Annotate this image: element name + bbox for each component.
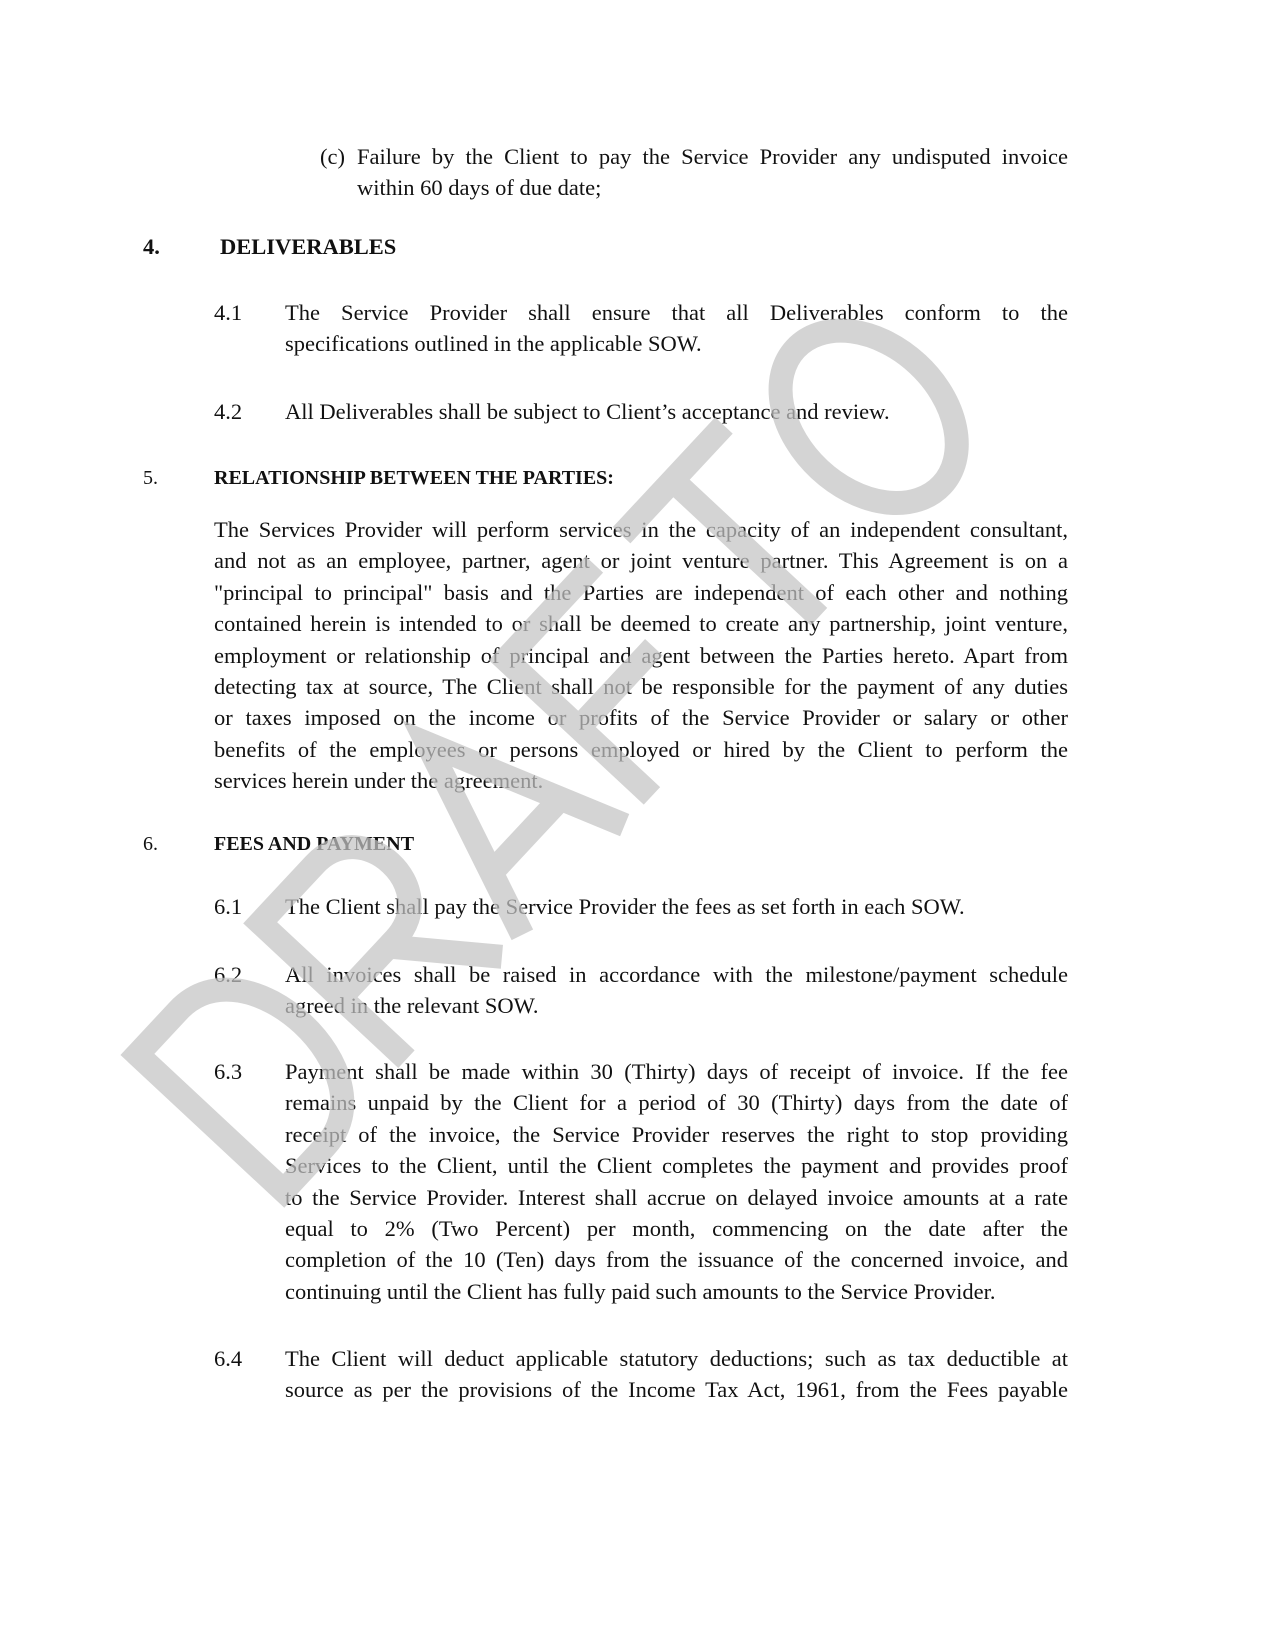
clause-6-2-text (285, 959, 1068, 1022)
text-line: specifications outlined in the applicable SOW. (285, 331, 702, 357)
text-line: The Client will deduct applicable statutory deductions; such as tax deductible at (285, 1346, 1068, 1371)
section-number: 6. (143, 833, 158, 855)
text-line: within 60 days of due date; (357, 175, 602, 201)
clause-number: 6.1 (214, 894, 243, 919)
text-line: receipt of the invoice, the Service Provider reserves the right to stop providing (285, 1121, 1068, 1147)
section-5-paragraph (214, 514, 1068, 797)
text-line: or taxes imposed on the income or profits of the Service Provider or salary or other (214, 705, 1068, 731)
section-number: 5. (143, 467, 158, 489)
clause-number: 4.2 (214, 399, 243, 424)
text-line: The Service Provider shall ensure that all Deliverables conform to the (285, 300, 1068, 325)
text-line: All invoices shall be raised in accordance with the milestone/payment schedule (285, 962, 1068, 987)
text-line: "principal to principal" basis and the Parties are independent of each other and nothing (214, 579, 1068, 605)
clause-c-text (357, 141, 1068, 204)
text-line: The Services Provider will perform services in the capacity of an independent consultant, (214, 517, 1068, 542)
text-line: to the Service Provider. Interest shall accrue on delayed invoice amounts at a rate (285, 1184, 1068, 1210)
clause-number: 6.4 (214, 1346, 243, 1371)
text-line: completion of the 10 (Ten) days from the issuance of the concerned invoice, and (285, 1247, 1068, 1273)
clause-6-4-text (285, 1343, 1068, 1406)
clause-6-1-text (285, 891, 1068, 922)
section-heading-deliverables: DELIVERABLES (220, 234, 397, 259)
text-line: agreed in the relevant SOW. (285, 993, 539, 1019)
text-line: source as per the provisions of the Income Tax Act, 1961, from the Fees payable (285, 1377, 1068, 1403)
text-line: All Deliverables shall be subject to Client’s acceptance and review. (285, 399, 890, 424)
section-heading-relationship: RELATIONSHIP BETWEEN THE PARTIES: (214, 467, 614, 489)
clause-number: 4.1 (214, 300, 243, 325)
section-number: 4. (143, 234, 160, 259)
text-line: detecting tax at source, The Client shall not be responsible for the payment of any duties (214, 673, 1068, 699)
text-line: Payment shall be made within 30 (Thirty) days of receipt of invoice. If the fee (285, 1059, 1068, 1084)
text-line: remains unpaid by the Client for a period of 30 (Thirty) days from the date of (285, 1090, 1068, 1116)
clause-number: 6.2 (214, 962, 243, 987)
clause-number: 6.3 (214, 1059, 243, 1084)
text-line: services herein under the agreement. (214, 768, 544, 794)
section-heading-fees: FEES AND PAYMENT (214, 833, 415, 855)
text-line: and not as an employee, partner, agent or joint venture partner. This Agreement is on a (214, 548, 1068, 574)
text-line: employment or relationship of principal and agent between the Parties hereto. Apart from (214, 642, 1068, 668)
text-line: Services to the Client, until the Client completes the payment and provides proof (285, 1153, 1068, 1179)
clause-label: (c) (320, 144, 345, 169)
text-line: continuing until the Client has fully paid such amounts to the Service Provider. (285, 1278, 996, 1304)
text-line: equal to 2% (Two Percent) per month, commencing on the date after the (285, 1215, 1068, 1241)
text-line: contained herein is intended to or shall be deemed to create any partnership, joint venture, (214, 611, 1068, 637)
clause-6-3-text (285, 1056, 1068, 1307)
text-line: Failure by the Client to pay the Service Provider any undisputed invoice (357, 144, 1068, 169)
text-line: benefits of the employees or persons employed or hired by the Client to perform the (214, 736, 1068, 762)
clause-4-1-text (285, 297, 1068, 360)
clause-4-2-text (285, 396, 1068, 427)
text-line: The Client shall pay the Service Provider the fees as set forth in each SOW. (285, 894, 965, 919)
